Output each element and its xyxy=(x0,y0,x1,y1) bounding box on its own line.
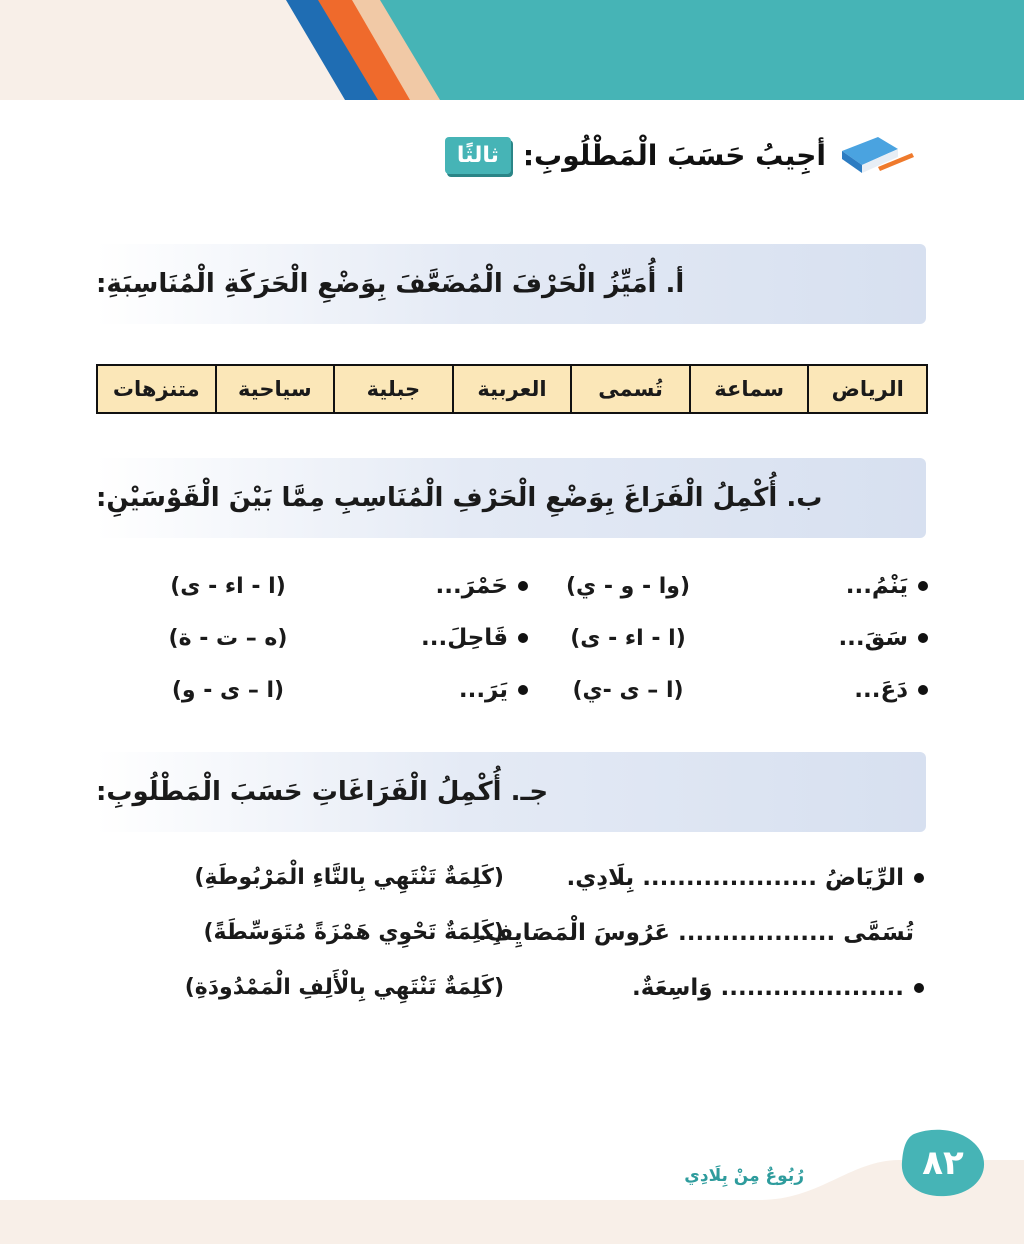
footer-band xyxy=(0,1160,1024,1244)
part-c-bar xyxy=(96,752,926,832)
choice-grid xyxy=(128,560,928,716)
book-icon xyxy=(838,133,914,177)
bullet-icon xyxy=(918,581,928,591)
bullet-icon xyxy=(518,685,528,695)
word-cell[interactable]: سماعة xyxy=(689,366,808,412)
book-title: رُبُوعٌ مِنْ بِلَادِي xyxy=(684,1166,804,1186)
choice-word[interactable]: يَنْمُ... xyxy=(728,573,928,599)
part-b-instruction: ب. أُكْمِلُ الْفَرَاغَ بِوَضْعِ الْحَرْفِ الْمُنَاسِبِ مِمَّا بَيْنَ الْقَوْسَيْنِ: xyxy=(96,483,823,513)
choice-row xyxy=(128,612,928,664)
fill-row xyxy=(104,850,924,905)
choice-row xyxy=(128,560,928,612)
header-stripes xyxy=(0,0,1024,100)
bullet-icon xyxy=(914,873,924,883)
bullet-icon xyxy=(918,633,928,643)
page-number: ٨٢ xyxy=(922,1143,964,1183)
word-cell[interactable]: سياحية xyxy=(215,366,334,412)
fill-hint: (كَلِمَةٌ تَنْتَهِي بِالْأَلِفِ الْمَمْدُودَةِ) xyxy=(184,975,504,1000)
section-title: أجِيبُ حَسَبَ الْمَطْلُوبِ: xyxy=(522,138,826,172)
part-b-bar xyxy=(96,458,926,538)
word-cell[interactable]: جبلية xyxy=(333,366,452,412)
bullet-icon xyxy=(918,685,928,695)
bullet-icon xyxy=(518,633,528,643)
choice-row xyxy=(128,664,928,716)
word-table xyxy=(96,364,928,414)
bullet-icon xyxy=(518,581,528,591)
section-heading xyxy=(445,128,914,182)
fill-hint: (كَلِمَةٌ تَحْوِي هَمْزَةً مُتَوَسِّطَةً) xyxy=(203,920,504,945)
fill-sentence[interactable]: ..................... وَاسِعَةٌ. xyxy=(504,975,924,1001)
word-cell[interactable]: الرياض xyxy=(807,366,926,412)
choice-word[interactable]: سَقَ... xyxy=(728,625,928,651)
bullet-icon xyxy=(914,983,924,993)
choice-word[interactable]: حَمْرَ... xyxy=(328,573,528,599)
header-band xyxy=(0,0,1024,100)
part-a-bar xyxy=(96,244,926,324)
part-c-instruction: جـ. أُكْمِلُ الْفَرَاغَاتِ حَسَبَ الْمَطْلُوبِ: xyxy=(96,777,549,807)
choice-options: (ه – ت - ة) xyxy=(168,625,288,651)
fill-blanks xyxy=(104,850,924,1015)
choice-options: (ا – ى -ي) xyxy=(572,677,684,703)
fill-hint: (كَلِمَةٌ تَنْتَهِي بِالتَّاءِ الْمَرْبُوطَةِ) xyxy=(194,865,504,890)
part-a-instruction: أ. أُمَيِّزُ الْحَرْفَ الْمُضَعَّفَ بِوَضْعِ الْحَرَكَةِ الْمُنَاسِبَةِ: xyxy=(96,269,685,299)
fill-sentence[interactable]: الرِّيَاضُ .................... بِلَادِي. xyxy=(504,865,924,891)
page-number-badge xyxy=(900,1128,986,1198)
choice-word[interactable]: قَاحِلَ... xyxy=(328,625,528,651)
choice-options: (ا – ى - و) xyxy=(171,677,285,703)
choice-word[interactable]: يَرَ... xyxy=(328,677,528,703)
fill-row xyxy=(104,960,924,1015)
section-tag: ثالثًا xyxy=(445,137,511,174)
choice-options: (ا - اء - ى) xyxy=(170,573,286,599)
word-cell[interactable]: متنزهات xyxy=(112,377,200,401)
choice-options: (وا - و - ي) xyxy=(565,573,691,599)
choice-word[interactable]: دَعَ... xyxy=(728,677,928,703)
fill-row xyxy=(104,905,924,960)
choice-options: (ا - اء - ى) xyxy=(570,625,686,651)
word-cell[interactable]: العربية xyxy=(452,366,571,412)
fill-sentence[interactable]: تُسَمَّى .................. عَرُوسَ الْمَصَايِفِ. xyxy=(477,919,914,946)
word-cell[interactable]: تُسمى xyxy=(570,366,689,412)
